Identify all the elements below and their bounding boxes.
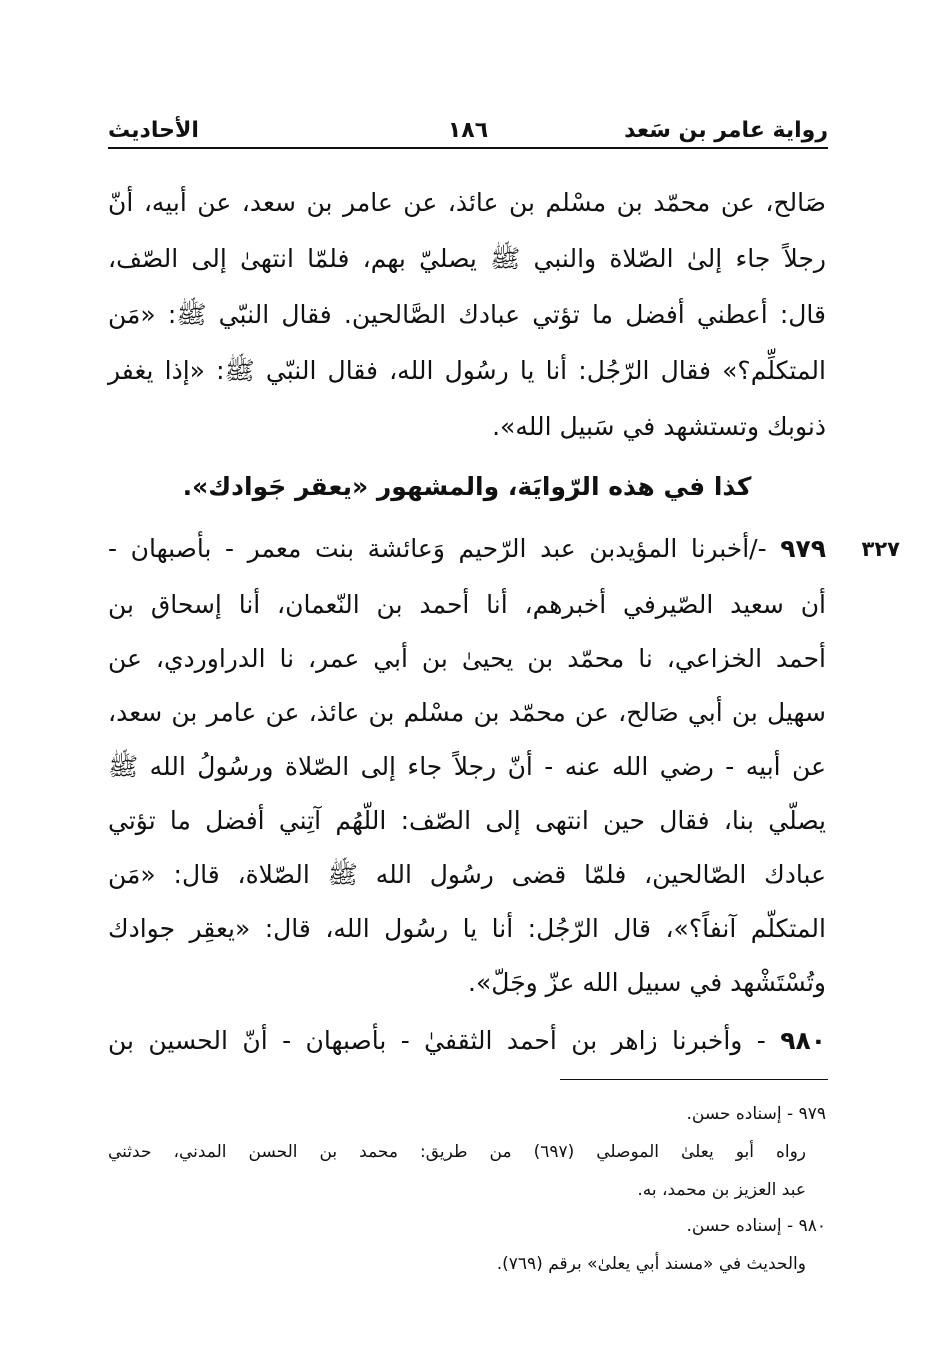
hadith-979-line-7: عبادك الصّالحين، فلمّا قضى رسُول الله ﷺ الصّلاة، قال: «مَن xyxy=(108,860,826,889)
footnote-rule xyxy=(560,1079,828,1080)
footnote-979: ٩٧٩ - إسناده حسن. xyxy=(686,1104,826,1124)
body-line-5: ذنوبك وتستشهد في سَبيل الله». xyxy=(492,412,826,441)
hadith-979-line-4: سهيل بن أبي صَالح، عن محمّد بن مسْلم بن عائذ، عن عامر بن سعد، xyxy=(108,698,826,727)
hadith-980-line-1 xyxy=(108,1014,826,1068)
hadith-979-line-1 xyxy=(108,522,826,576)
footnote-979-source: رواه أبو يعلىٰ الموصلي (٦٩٧) من طريق: محمد بن الحسن المدني، حدثني xyxy=(108,1142,806,1162)
running-header xyxy=(108,112,828,152)
header-chapter-title: رواية عامر بن سَعد xyxy=(624,118,828,143)
hadith-979-line-8: المتكلّم آنفاً؟»، قال الرّجُل: أنا يا رسُول الله، قال: «يعقِر جوادك xyxy=(108,914,826,943)
hadith-980-first-line: - وأخبرنا زاهر بن أحمد الثقفيٰ - بأصبهان - أنّ الحسين بن xyxy=(108,1026,766,1055)
body-line-2: رجلاً جاء إلىٰ الصّلاة والنبي ﷺ يصليّ بهم، فلمّا انتهىٰ إلى الصّف، xyxy=(108,244,826,273)
editor-note: كذا في هذه الرّوايَة، والمشهور «يعقر جَوادك». xyxy=(182,472,752,501)
hadith-979-line-6: يصلّي بنا، فقال حين انتهى إلى الصّف: اللّهُم آتِني أفضل ما تؤتي xyxy=(108,806,826,835)
footnote-979-source-cont: عبد العزيز بن محمد، به. xyxy=(637,1180,806,1200)
page-number: ١٨٦ xyxy=(447,118,489,143)
margin-number: ٣٢٧ xyxy=(861,537,900,561)
hadith-number-980: ٩٨٠ xyxy=(780,1026,826,1055)
hadith-979-line-2: أن سعيد الصّيرفي أخبرهم، أنا أحمد بن النّعمان، أنا إسحاق بن xyxy=(108,590,826,619)
body-line-1: صَالح، عن محمّد بن مسْلم بن عائذ، عن عامر بن سعد، عن أبيه، أنّ xyxy=(108,188,826,217)
hadith-979-line-5: عن أبيه - رضي الله عنه - أنّ رجلاً جاء إلى الصّلاة ورسُولُ الله ﷺ xyxy=(108,752,826,781)
header-section-title: الأحاديث xyxy=(108,118,199,143)
body-line-4: المتكلِّم؟» فقال الرّجُل: أنا يا رسُول الله، فقال النبّي ﷺ: «إذا يغفر xyxy=(108,356,826,385)
hadith-979-first-line: -/أخبرنا المؤيدبن عبد الرّحيم وَعائشة بنت معمر - بأصبهان - xyxy=(108,534,767,563)
footnote-980: ٩٨٠ - إسناده حسن. xyxy=(686,1216,826,1236)
body-line-3: قال: أعطني أفضل ما تؤتي عبادك الصَّالحين. فقال النبّي ﷺ: «مَن xyxy=(108,300,826,329)
header-rule xyxy=(108,147,828,149)
hadith-979-line-9: وتُسْتَشْهد في سبيل الله عزّ وجَلّ». xyxy=(468,968,826,997)
hadith-979-line-3: أحمد الخزاعي، نا محمّد بن يحيىٰ بن أبي عمر، نا الدراوردي، عن xyxy=(108,644,826,673)
footnote-980-source: والحديث في «مسند أبي يعلىٰ» برقم (٧٦٩). xyxy=(496,1254,806,1274)
hadith-number-979: ٩٧٩ xyxy=(780,534,827,563)
